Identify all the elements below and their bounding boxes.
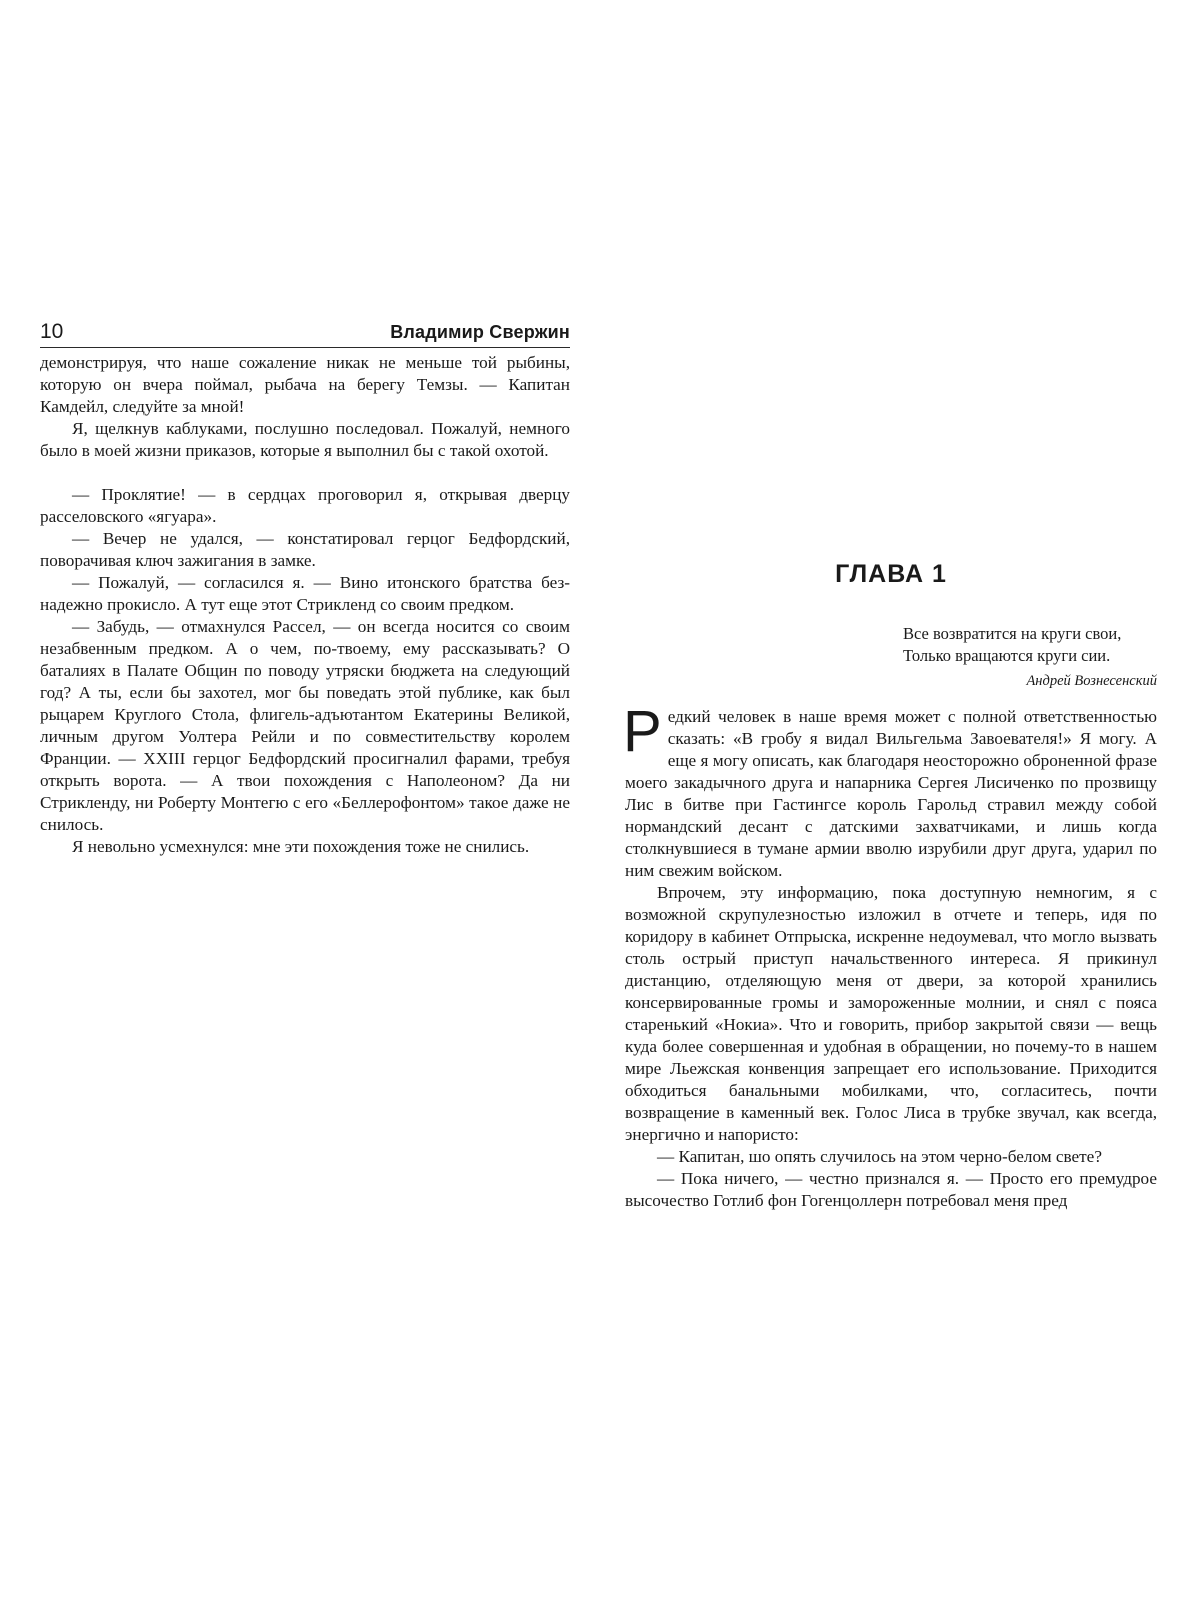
drop-cap: Р (623, 699, 662, 764)
epigraph-author: Андрей Вознесенский (1026, 673, 1157, 689)
paragraph: — Пожалуй, — согласился я. — Вино итонского братства безнадежно прокисло. А тут еще этот Стрикленд со своим предком. (40, 573, 570, 614)
opening-paragraph (623, 699, 1157, 882)
left-page (40, 320, 570, 858)
chapter-title: ГЛАВА 1 (835, 560, 947, 588)
paragraph: — Забудь, — отмахнулся Рассел, — он всегда носится со своим незабвенным предком. А о чем, по-твоему, ему рассказывать? О баталиях в Палате Общин по поводу утряски бюджета на следующий год? А ты, если бы захотел, мог бы поведать этой публике, как был рыцарем Круглого Стола, флигель-адъютантом Екатерины Великой, личным другом Уолтера Рейли и по совместительству королем Франции. — XXIII герцог Бедфордский просигналил фарами, требуя открыть ворота. — А твои похождения с Наполеоном? Да ни Стрикленду, ни Роберту Монтегю с его «Беллерофонтом» такое даже не снилось. (40, 617, 570, 834)
paragraph: Я невольно усмехнулся: мне эти похождения тоже не снились. (72, 837, 530, 856)
page-number: 10 (40, 320, 64, 343)
paragraph: — Вечер не удался, — констатировал герцог Бедфордский, поворачивая ключ зажигания в замке. (40, 529, 570, 570)
paragraph: Впрочем, эту информацию, пока доступную немногим, я с возможной скрупулезностью изложил в отчете и теперь, идя по коридору в кабинет Отпрыска, искренне недоумевал, что могло вызвать столь острый приступ начальственного интереса. Я прикинул дистанцию, отделяющую меня от двери, за которой хранились консервированные громы и замороженные молнии, и снял с пояса старенький «Нокиа». Что и говорить, прибор закрытой связи — вещь куда более совершенная и удобная в обращении, но почему-то в нашем мире Льежская конвенция запрещает его использование. Приходится обходиться банальными мобилками, что, согласитесь, почти возвращение в каменный век. Голос Лиса в трубке звучал, как всегда, энергично и напористо: (625, 883, 1157, 1144)
right-page (625, 560, 1157, 1212)
paragraph: — Проклятие! — в сердцах проговорил я, открывая дверцу расселовского «ягуара». (40, 485, 570, 526)
running-head (40, 320, 570, 348)
paragraph: Я, щелкнув каблуками, послушно последовал. Пожалуй, немного было в моей жизни приказов, которые я выполнил бы с такой охотой. (40, 419, 570, 460)
paragraph: — Капитан, шо опять случилось на этом черно-белом свете? (657, 1147, 1102, 1166)
paragraph: демонстрируя, что наше сожаление никак не меньше той рыбины, которую он вчера поймал, рыбача на берегу Темзы. — Капитан Камдейл, следуйте за мной! (40, 353, 570, 416)
epigraph-line: Только вращаются круги сии. (903, 646, 1111, 665)
right-page-body (623, 699, 1157, 1212)
running-title: Владимир Свержин (390, 322, 570, 342)
epigraph-line: Все возвратится на круги свои, (903, 624, 1122, 643)
left-page-body (40, 352, 570, 858)
epigraph (903, 623, 1157, 667)
paragraph: — Пока ничего, — честно признался я. — Просто его премудрое высочество Готлиб фон Гогенцоллерн потребовал меня пред (625, 1169, 1157, 1210)
opening-paragraph-text: едкий человек в наше время может с полной ответственностью сказать: «В гробу я видал Вильгельма Завоевателя!» Я могу. А еще я могу описать, как благодаря неосторожно оброненной фразе моего закадычного друга и напарника Сергея Лисиченко по прозвищу Лис в битве при Гастингсе король Гарольд стравил между собой нормандский десант с датскими захватчиками, и лишь когда столкнувшиеся в тумане армии вволю изрубили друг друга, ударил по ним свежим войском. (625, 707, 1157, 880)
